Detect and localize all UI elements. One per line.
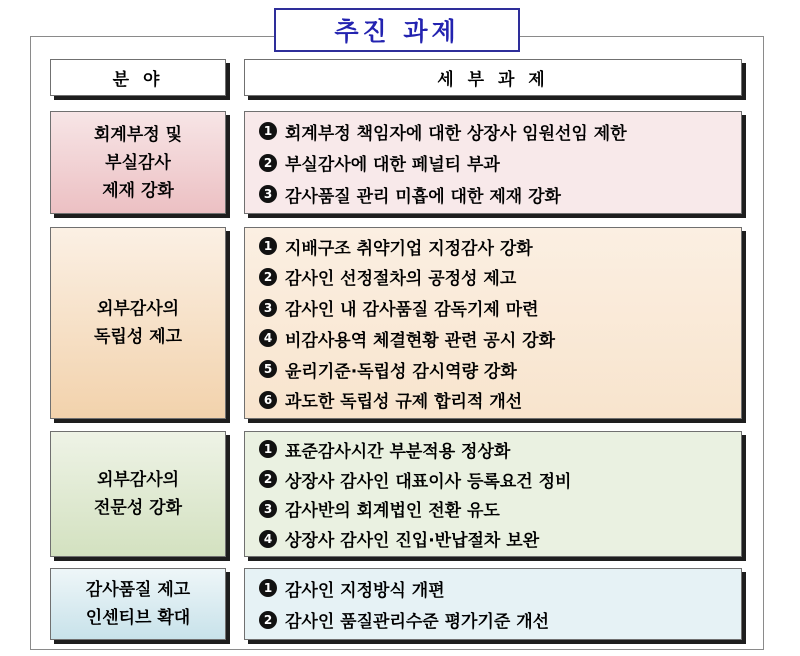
- circled-number: 1: [259, 122, 277, 140]
- circled-number: 4: [259, 329, 277, 347]
- circled-number: 1: [259, 440, 277, 458]
- circled-number: 5: [259, 360, 277, 378]
- task-text: 감사인 품질관리수준 평가기준 개선: [285, 612, 550, 633]
- list-item: [259, 234, 741, 259]
- list-item: [259, 576, 741, 601]
- list-item: [259, 437, 741, 462]
- header-tasks: 세 부 과 제: [244, 59, 742, 96]
- task-text: 부실감사에 대한 페널티 부과: [285, 155, 500, 175]
- circled-number: 3: [259, 500, 277, 518]
- category-line: 제재 강화: [102, 180, 174, 201]
- category-incentives: [50, 568, 226, 640]
- list-item: [259, 467, 741, 492]
- category-line: 외부감사의: [96, 470, 180, 490]
- task-text: 비감사용역 체결현황 관련 공시 강화: [285, 330, 556, 351]
- category-line: 독립성 제고: [93, 327, 183, 347]
- category-line: 인센티브 확대: [85, 608, 191, 628]
- category-line: 감사품질 제고: [85, 580, 191, 600]
- circled-number: 1: [259, 237, 277, 255]
- task-text: 감사인 지정방식 개편: [285, 580, 445, 601]
- list-item: [259, 326, 741, 351]
- task-text: 윤리기준·독립성 감시역량 강화: [285, 361, 517, 382]
- list-item: [259, 526, 741, 551]
- task-text: 지배구조 취약기업 지정감사 강화: [285, 238, 533, 259]
- task-text: 표준감사시간 부분적용 정상화: [285, 441, 511, 462]
- list-item: [259, 119, 741, 144]
- circled-number: 2: [259, 470, 277, 488]
- category-expertise: [50, 431, 226, 557]
- list-item: [259, 496, 741, 521]
- task-text: 감사품질 관리 미흡에 대한 제재 강화: [285, 186, 561, 207]
- task-list-1: [244, 111, 742, 214]
- circled-number: 1: [259, 579, 277, 597]
- task-text: 과도한 독립성 규제 합리적 개선: [285, 392, 523, 413]
- category-line: 부실감사: [105, 152, 171, 173]
- task-list-3: [244, 431, 742, 557]
- circled-number: 6: [259, 391, 277, 409]
- task-text: 감사반의 회계법인 전환 유도: [285, 501, 500, 522]
- category-accounting-fraud: [50, 111, 226, 214]
- circled-number: 3: [259, 185, 277, 203]
- circled-number: 2: [259, 154, 277, 172]
- task-list-2: [244, 227, 742, 419]
- task-text: 감사인 내 감사품질 감독기제 마련: [285, 300, 539, 321]
- header-category: 분 야: [50, 59, 226, 96]
- circled-number: 2: [259, 268, 277, 286]
- circled-number: 3: [259, 299, 277, 317]
- category-line: 전문성 강화: [93, 498, 183, 518]
- list-item: [259, 295, 741, 320]
- task-text: 감사인 선정절차의 공정성 제고: [285, 269, 517, 290]
- list-item: [259, 387, 741, 412]
- list-item: [259, 150, 741, 175]
- category-independence: [50, 227, 226, 419]
- task-text: 상장사 감사인 진입·반납절차 보완: [285, 531, 540, 552]
- list-item: [259, 182, 741, 207]
- category-line: 외부감사의: [96, 299, 180, 319]
- page-title: 추진 과제: [274, 8, 520, 52]
- task-list-4: [244, 568, 742, 640]
- circled-number: 4: [259, 530, 277, 548]
- list-item: [259, 607, 741, 632]
- task-text: 회계부정 책임자에 대한 상장사 임원선임 제한: [285, 123, 627, 144]
- list-item: [259, 264, 741, 289]
- category-line: 회계부정 및: [93, 124, 183, 145]
- task-text: 상장사 감사인 대표이사 등록요건 정비: [285, 471, 572, 492]
- circled-number: 2: [259, 611, 277, 629]
- list-item: [259, 357, 741, 382]
